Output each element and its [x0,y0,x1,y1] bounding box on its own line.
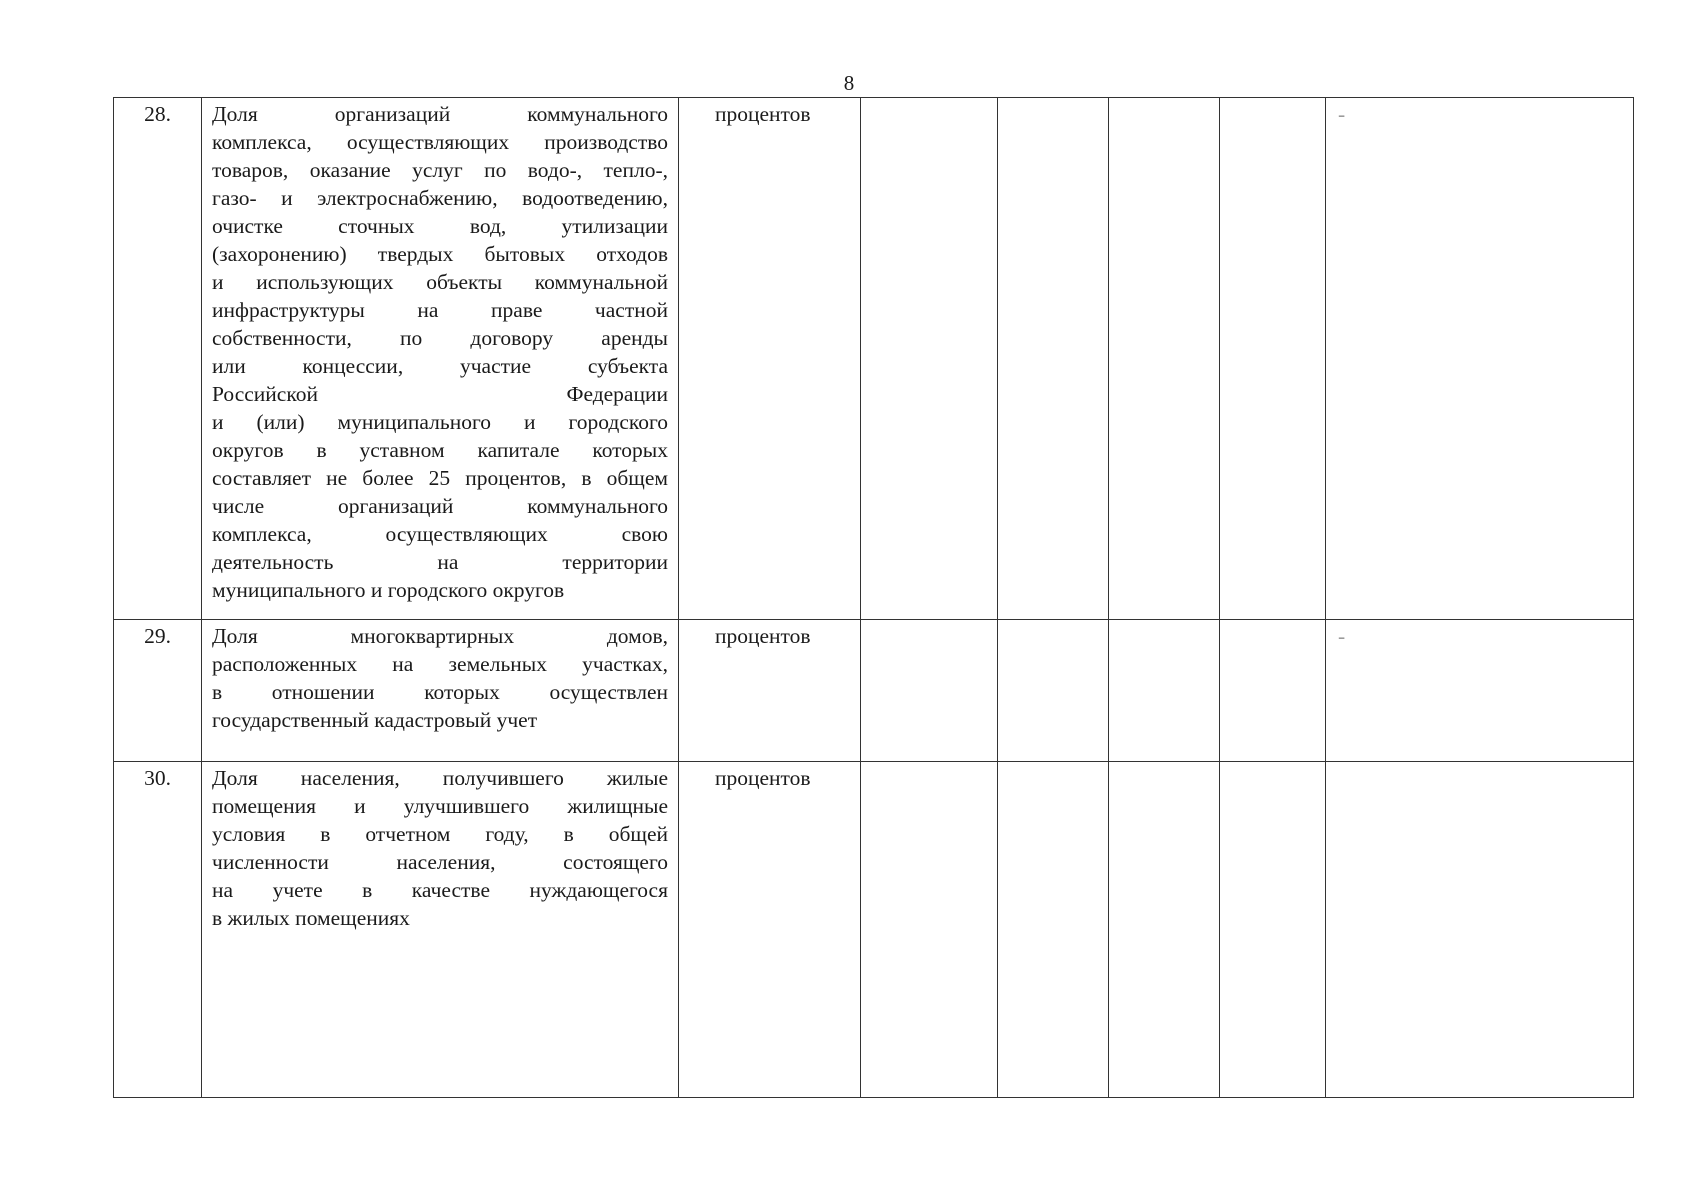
value-cell [998,98,1109,620]
description-line: расположенных на земельных участках, [212,652,668,676]
unit-cell: процентов [679,98,861,620]
description-line: комплекса, осуществляющих производство [212,130,668,154]
note-cell: - [1326,620,1634,762]
description-line: составляет не более 25 процентов, в общем [212,466,668,490]
description-line: в жилых помещениях [212,906,410,930]
unit-cell: процентов [679,762,861,1098]
description-line: государственный кадастровый учет [212,708,538,732]
description-line: товаров, оказание услуг по водо-, тепло-, [212,158,668,182]
value-cell [998,762,1109,1098]
description-line: собственности, по договору аренды [212,326,668,350]
value-cell [1220,762,1326,1098]
description-line: численности населения, состоящего [212,850,668,874]
note-cell [1326,762,1634,1098]
table-row [114,620,1634,762]
value-cell [1109,98,1220,620]
description-line: числе организаций коммунального [212,494,668,518]
description-line: Доля многоквартирных домов, [212,624,668,648]
description-line: на учете в качестве нуждающегося [212,878,668,902]
row-number: 28. [114,98,202,620]
description-line: Российской Федерации [212,382,668,406]
value-cell [1109,762,1220,1098]
indicators-table [113,97,1634,1098]
note-cell: - [1326,98,1634,620]
value-cell [1220,98,1326,620]
description-line: Доля населения, получившего жилые [212,766,668,790]
unit-cell: процентов [679,620,861,762]
description-line: и (или) муниципального и городского [212,410,668,434]
row-number: 30. [114,762,202,1098]
description-line: округов в уставном капитале которых [212,438,668,462]
description-line: помещения и улучшившего жилищные [212,794,668,818]
indicator-description [202,762,679,1098]
value-cell [1220,620,1326,762]
description-line: инфраструктуры на праве частной [212,298,668,322]
description-line: комплекса, осуществляющих свою [212,522,668,546]
description-line: и использующих объекты коммунальной [212,270,668,294]
value-cell [1109,620,1220,762]
description-line: муниципального и городского округов [212,578,565,602]
description-line: очистке сточных вод, утилизации [212,214,668,238]
table-row [114,762,1634,1098]
value-cell [861,98,998,620]
description-line: деятельность на территории [212,550,668,574]
value-cell [998,620,1109,762]
description-line: в отношении которых осуществлен [212,680,668,704]
indicator-description [202,620,679,762]
description-line: газо- и электроснабжению, водоотведению, [212,186,668,210]
value-cell [861,762,998,1098]
description-line: (захоронению) твердых бытовых отходов [212,242,668,266]
value-cell [861,620,998,762]
description-line: или концессии, участие субъекта [212,354,668,378]
row-number: 29. [114,620,202,762]
description-line: условия в отчетном году, в общей [212,822,668,846]
page-number: 8 [843,71,855,95]
indicator-description [202,98,679,620]
description-line: Доля организаций коммунального [212,102,668,126]
table-row [114,98,1634,620]
